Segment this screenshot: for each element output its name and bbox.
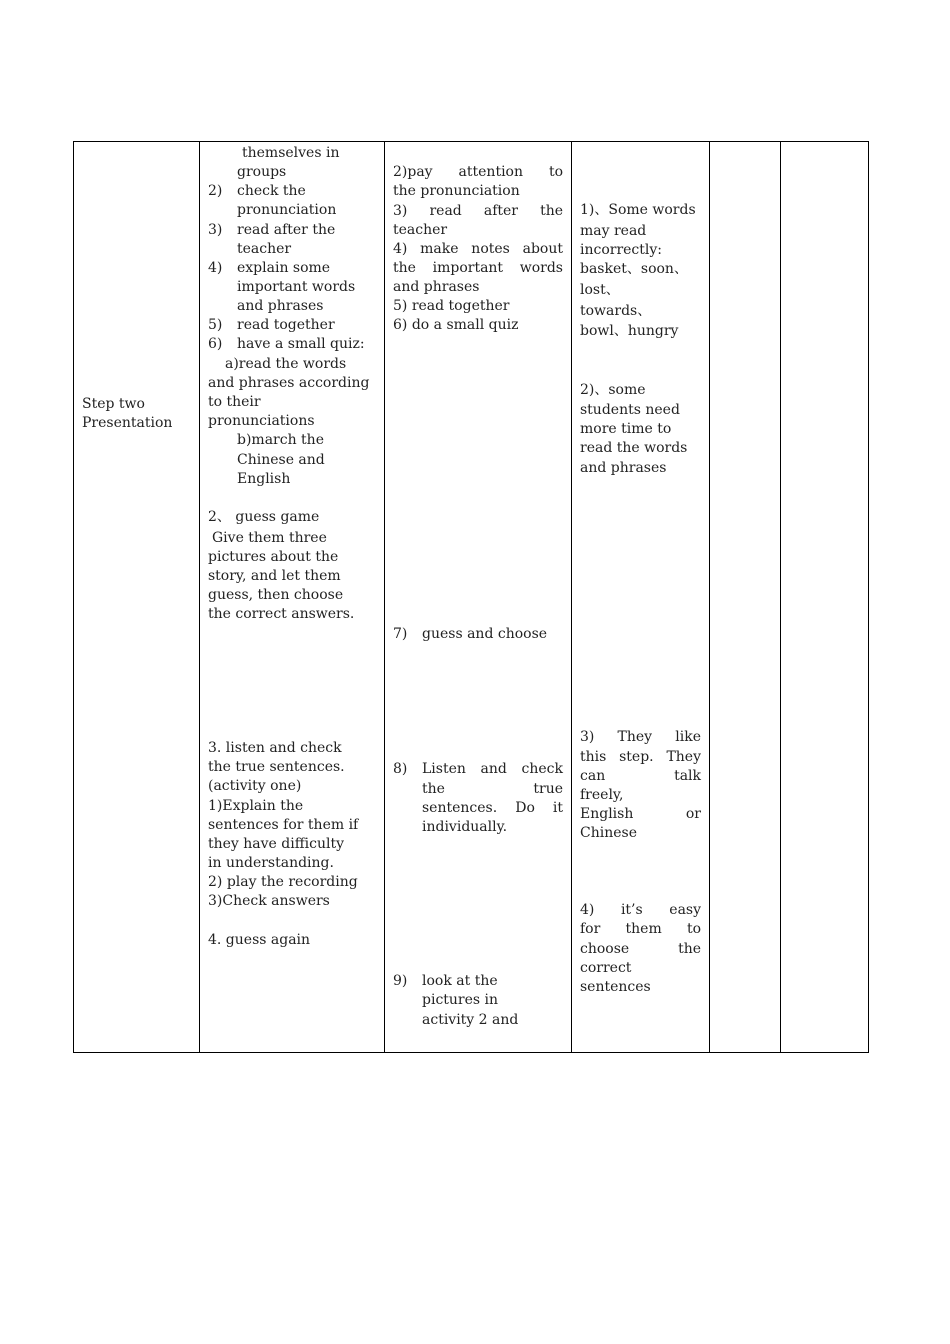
teacher-activity-line: sentences for them if xyxy=(208,817,359,833)
student-activity-line xyxy=(393,972,498,991)
student-activity-line xyxy=(393,259,563,278)
word: notes xyxy=(471,241,510,257)
teacher-activity-line: important words xyxy=(237,279,356,295)
word: like xyxy=(675,729,702,745)
teacher-activity-line xyxy=(208,182,306,201)
teacher-activity-line: 3)Check answers xyxy=(208,893,330,909)
word: the xyxy=(540,203,564,219)
teacher-activity-line: English xyxy=(237,471,291,487)
word: make xyxy=(420,241,459,257)
note-line: towards、 xyxy=(580,303,652,319)
list-text: check the xyxy=(237,183,306,199)
student-activity-line: individually. xyxy=(422,819,508,835)
note-line xyxy=(580,767,701,786)
stage-label: Presentation xyxy=(82,415,173,431)
student-activity-line: activity 2 and xyxy=(422,1012,519,1028)
teacher-activity-line: the true sentences. xyxy=(208,759,345,775)
word: can xyxy=(580,768,606,784)
word: to xyxy=(548,164,564,180)
word: about xyxy=(522,241,563,257)
teacher-activity-line: 1)Explain the xyxy=(208,798,304,814)
word: attention xyxy=(458,164,523,180)
word: to xyxy=(686,921,702,937)
note-line: freely, xyxy=(580,787,624,803)
list-text: guess and choose xyxy=(422,626,548,642)
teacher-activity-line xyxy=(208,221,335,240)
list-number: 6) xyxy=(208,336,223,352)
list-number: 2) xyxy=(208,183,223,199)
teacher-activity-line: 4. guess again xyxy=(208,932,311,948)
teacher-activity-line: and phrases xyxy=(237,298,324,314)
note-line: sentences xyxy=(580,979,651,995)
word: choose xyxy=(580,941,630,957)
word: them xyxy=(625,921,662,937)
word: Do xyxy=(515,800,535,816)
student-activity-line: 5) read together xyxy=(393,298,510,314)
note-line xyxy=(580,805,701,824)
word: English xyxy=(580,806,634,822)
list-text: explain some xyxy=(237,260,331,276)
word: for xyxy=(580,921,601,937)
teacher-activity-line: guess, then choose xyxy=(208,587,344,603)
word: 4) xyxy=(393,241,408,257)
student-activity-line xyxy=(393,202,563,221)
teacher-activity-line: teacher xyxy=(237,241,292,257)
note-line: 2)、some xyxy=(580,382,646,398)
word: it’s xyxy=(620,902,643,918)
word: 3) xyxy=(393,203,408,219)
word: the xyxy=(422,781,445,797)
note-line: correct xyxy=(580,960,632,976)
teacher-activity-line: to their xyxy=(208,394,261,410)
teacher-activity-line: groups xyxy=(237,164,287,180)
word: check xyxy=(521,761,563,777)
student-activity-line xyxy=(422,760,563,779)
word: and xyxy=(480,761,507,777)
note-line xyxy=(580,920,701,939)
list-text: read together xyxy=(237,317,335,333)
word: sentences. xyxy=(422,800,498,816)
word: it xyxy=(552,800,564,816)
note-line xyxy=(580,748,701,767)
word: words xyxy=(519,260,563,276)
teacher-activity-line: a)read the words xyxy=(225,356,347,372)
teacher-activity-line: b)march the xyxy=(237,432,324,448)
column-divider xyxy=(709,142,710,1052)
list-number: 7) xyxy=(393,626,408,642)
teacher-activity-line: they have difficulty xyxy=(208,836,345,852)
student-activity-line xyxy=(393,625,547,644)
teacher-activity-line: pronunciations xyxy=(208,413,315,429)
teacher-activity-line: (activity one) xyxy=(208,778,302,794)
note-line: 1)、Some words xyxy=(580,202,696,218)
student-activity-line xyxy=(422,780,563,799)
note-line: lost、 xyxy=(580,282,620,298)
note-line: Chinese xyxy=(580,825,637,841)
column-divider xyxy=(199,142,200,1052)
note-line: basket、soon、 xyxy=(580,261,688,277)
word: the xyxy=(678,941,701,957)
teacher-activity-line xyxy=(208,259,330,278)
student-activity-line: teacher xyxy=(393,222,448,238)
word: They xyxy=(617,729,653,745)
teacher-activity-line: 2、 guess game xyxy=(208,509,320,525)
list-number: 4) xyxy=(208,260,223,276)
word: or xyxy=(685,806,701,822)
teacher-activity-line: and phrases according xyxy=(208,375,370,391)
note-line: more time to xyxy=(580,421,672,437)
word: easy xyxy=(669,902,702,918)
teacher-activity-line: pictures about the xyxy=(208,549,339,565)
word: 4) xyxy=(580,902,595,918)
word: read xyxy=(429,203,462,219)
teacher-activity-line xyxy=(208,335,365,354)
teacher-activity-line xyxy=(208,316,335,335)
student-activity-line xyxy=(393,163,563,182)
student-activity-line: pictures in xyxy=(422,992,499,1008)
note-line: read the words xyxy=(580,440,688,456)
student-activity-line xyxy=(393,240,563,259)
word: 3) xyxy=(580,729,595,745)
list-number: 3) xyxy=(208,222,223,238)
note-line xyxy=(580,728,701,747)
note-line xyxy=(580,940,701,959)
word: talk xyxy=(674,768,701,784)
word: 2)pay xyxy=(393,164,433,180)
list-number: 5) xyxy=(208,317,223,333)
note-line: bowl、hungry xyxy=(580,323,679,339)
column-divider xyxy=(780,142,781,1052)
teacher-activity-line: 3. listen and check xyxy=(208,740,342,756)
teacher-activity-line: themselves in xyxy=(242,145,340,161)
note-line: may read xyxy=(580,223,647,239)
list-number: 8) xyxy=(393,761,408,777)
teacher-activity-line: 2) play the recording xyxy=(208,874,358,890)
teacher-activity-line: Give them three xyxy=(212,530,327,546)
student-activity-line: the pronunciation xyxy=(393,183,520,199)
teacher-activity-line: Chinese and xyxy=(237,452,325,468)
word: important xyxy=(432,260,504,276)
teacher-activity-line: in understanding. xyxy=(208,855,334,871)
teacher-activity-line: story, and let them xyxy=(208,568,341,584)
word: the xyxy=(393,260,416,276)
note-line: students need xyxy=(580,402,680,418)
column-divider xyxy=(571,142,572,1052)
stage-label: Step two xyxy=(82,396,145,412)
note-line: incorrectly: xyxy=(580,242,663,258)
teacher-activity-line: the correct answers. xyxy=(208,606,355,622)
student-activity-line xyxy=(422,799,563,818)
note-line xyxy=(580,901,701,920)
student-activity-line: 6) do a small quiz xyxy=(393,317,519,333)
list-text: look at the xyxy=(422,973,498,989)
list-number: 9) xyxy=(393,973,408,989)
column-divider xyxy=(384,142,385,1052)
student-activity-line: and phrases xyxy=(393,279,480,295)
list-text: read after the xyxy=(237,222,336,238)
word: Listen xyxy=(422,761,466,777)
teacher-activity-line: pronunciation xyxy=(237,202,337,218)
word: this step. xyxy=(580,749,654,765)
list-text: have a small quiz: xyxy=(237,336,365,352)
note-line: and phrases xyxy=(580,460,667,476)
word: after xyxy=(483,203,518,219)
word: true xyxy=(533,781,563,797)
word: They xyxy=(666,749,701,765)
